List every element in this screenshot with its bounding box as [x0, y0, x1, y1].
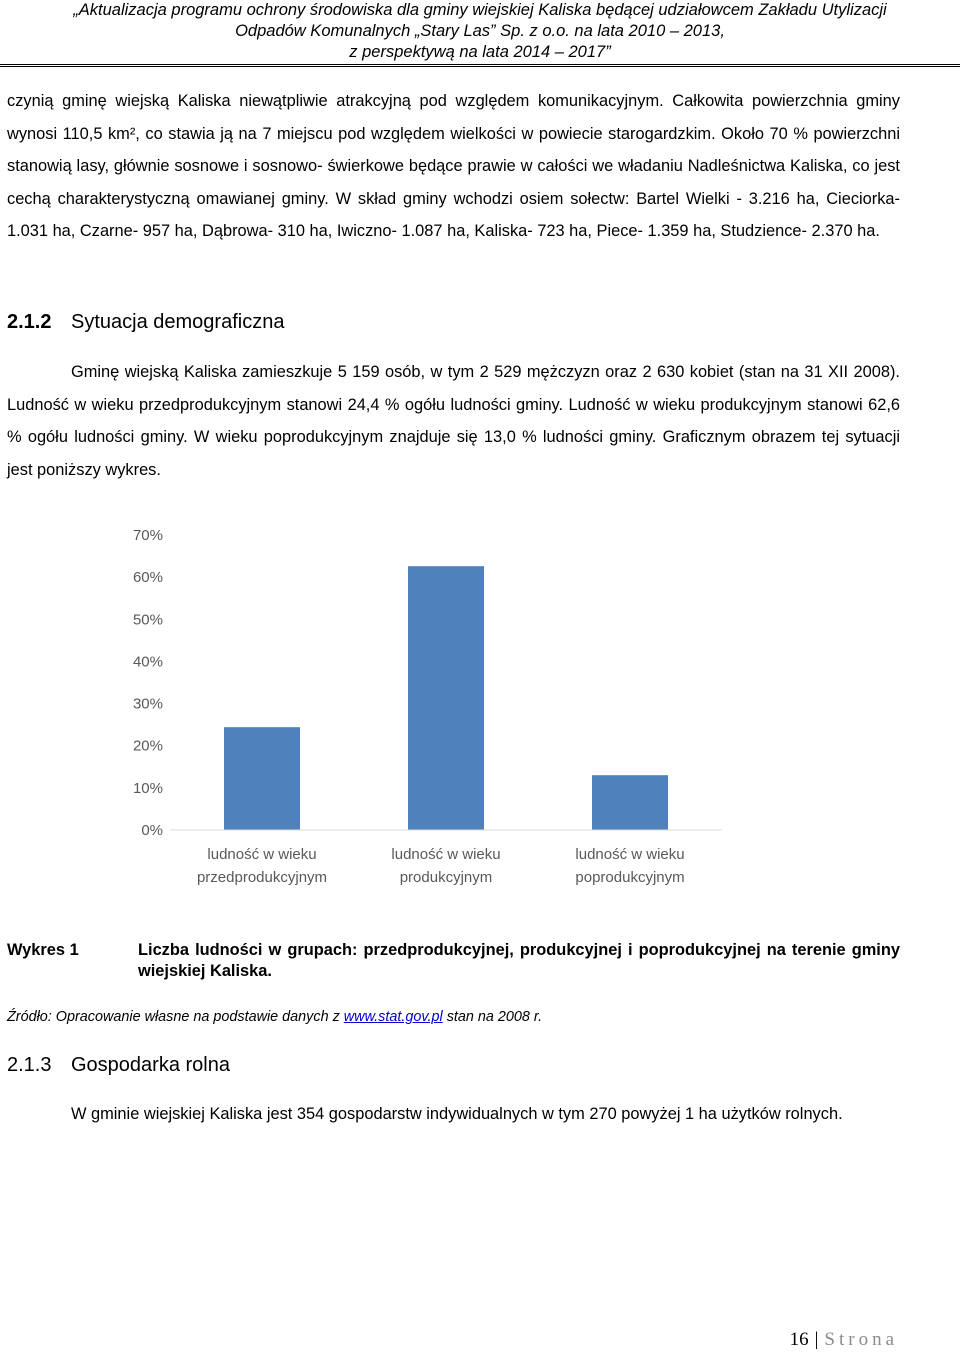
- bar-0: [224, 727, 300, 830]
- y-tick-label: 20%: [132, 737, 163, 755]
- y-tick-label: 60%: [132, 569, 163, 587]
- header-line-3: z perspektywą na lata 2014 – 2017”: [349, 43, 611, 61]
- x-category-label: przedprodukcyjnym: [196, 869, 328, 886]
- bar-2: [592, 775, 668, 830]
- header-line-2: Odpadów Komunalnych „Stary Las” Sp. z o.o. na lata 2010 – 2013,: [235, 22, 725, 40]
- source-note: [7, 1007, 542, 1027]
- source-suffix: stan na 2008 r.: [442, 1009, 543, 1025]
- section-title: Gospodarka rolna: [71, 1054, 230, 1076]
- x-category-label: poprodukcyjnym: [575, 869, 685, 886]
- y-tick-label: 10%: [132, 779, 163, 797]
- y-tick-label: 40%: [132, 653, 163, 671]
- population-chart: [120, 515, 730, 895]
- paragraph-agriculture: [7, 1098, 900, 1131]
- x-category-label: produkcyjnym: [399, 869, 493, 886]
- section-number: 2.1.2: [7, 311, 52, 333]
- bar-1: [408, 566, 484, 830]
- paragraph-agriculture-text: W gminie wiejskiej Kaliska jest 354 gospodarstw indywidualnych w tym 270 powyżej 1 ha użytków rolnych.: [71, 1105, 843, 1123]
- page-number: 16: [789, 1329, 809, 1350]
- header-line-1: „Aktualizacja programu ochrony środowiska dla gminy wiejskiej Kaliska będącej udziałowcem Zakładu Utylizacji: [73, 1, 887, 19]
- y-tick-label: 0%: [141, 822, 163, 839]
- y-tick-label: 50%: [132, 611, 163, 629]
- x-category-label: ludność w wieku: [207, 846, 317, 863]
- page-word: Strona: [824, 1329, 898, 1350]
- section-title: Sytuacja demograficzna: [71, 311, 285, 333]
- paragraph-area-description: czynią gminę wiejską Kaliska niewątpliwie atrakcyjną pod względem komunikacyjnym. Całkowita powierzchnia gminy wynosi 110,5 km², co stawia ją na 7 miejscu pod względem wielkości w powiecie starogardzkim. Około 70 % powierzchni stanowią lasy, głównie sosnowe i sosnowo- świerkowe będące prawie w całości we władaniu Nadleśnictwa Kaliska, co jest cechą charakterystyczną omawianej gminy. W skład gminy wchodzi osiem sołectw: Bartel Wielki - 3.216 ha, Cieciorka- 1.031 ha, Czarne- 957 ha, Dąbrowa- 310 ha, Iwiczno- 1.087 ha, Kaliska- 723 ha, Piece- 1.359 ha, Studzience- 2.370 ha.: [7, 92, 900, 240]
- y-tick-label: 30%: [132, 695, 163, 713]
- population-bar-chart: [120, 515, 730, 895]
- source-link[interactable]: www.stat.gov.pl: [343, 1009, 443, 1025]
- x-category-label: ludność w wieku: [391, 846, 501, 863]
- caption-text: Liczba ludności w grupach: przedprodukcyjnej, produkcyjnej i poprodukcyjnej na terenie gminy wiejskiej Kaliska.: [138, 941, 900, 980]
- paragraph-demography-text: Gminę wiejską Kaliska zamieszkuje 5 159 osób, w tym 2 529 mężczyzn oraz 2 630 kobiet (stan na 31 XII 2008). Ludność w wieku przedprodukcyjnym stanowi 24,4 % ogółu ludności gminy. Ludność w wieku produkcyjnym stanowi 62,6 % ogółu ludności gminy. W wieku poprodukcyjnym znajduje się 13,0 % ludności gminy. Graficznym obrazem tej sytuacji jest poniższy wykres.: [7, 363, 900, 479]
- header-divider: [0, 64, 960, 67]
- footer-separator: |: [814, 1329, 819, 1350]
- source-prefix: Źródło: Opracowanie własne na podstawie danych z: [7, 1009, 344, 1025]
- page-footer: [790, 1328, 898, 1352]
- x-category-label: ludność w wieku: [575, 846, 685, 863]
- caption-label: Wykres 1: [7, 941, 79, 959]
- section-heading-demography: [7, 309, 284, 335]
- document-header: [0, 0, 960, 63]
- y-tick-label: 70%: [132, 527, 163, 544]
- section-heading-agriculture: [7, 1052, 230, 1078]
- section-number: 2.1.3: [7, 1054, 52, 1076]
- paragraph-demography: [7, 356, 900, 486]
